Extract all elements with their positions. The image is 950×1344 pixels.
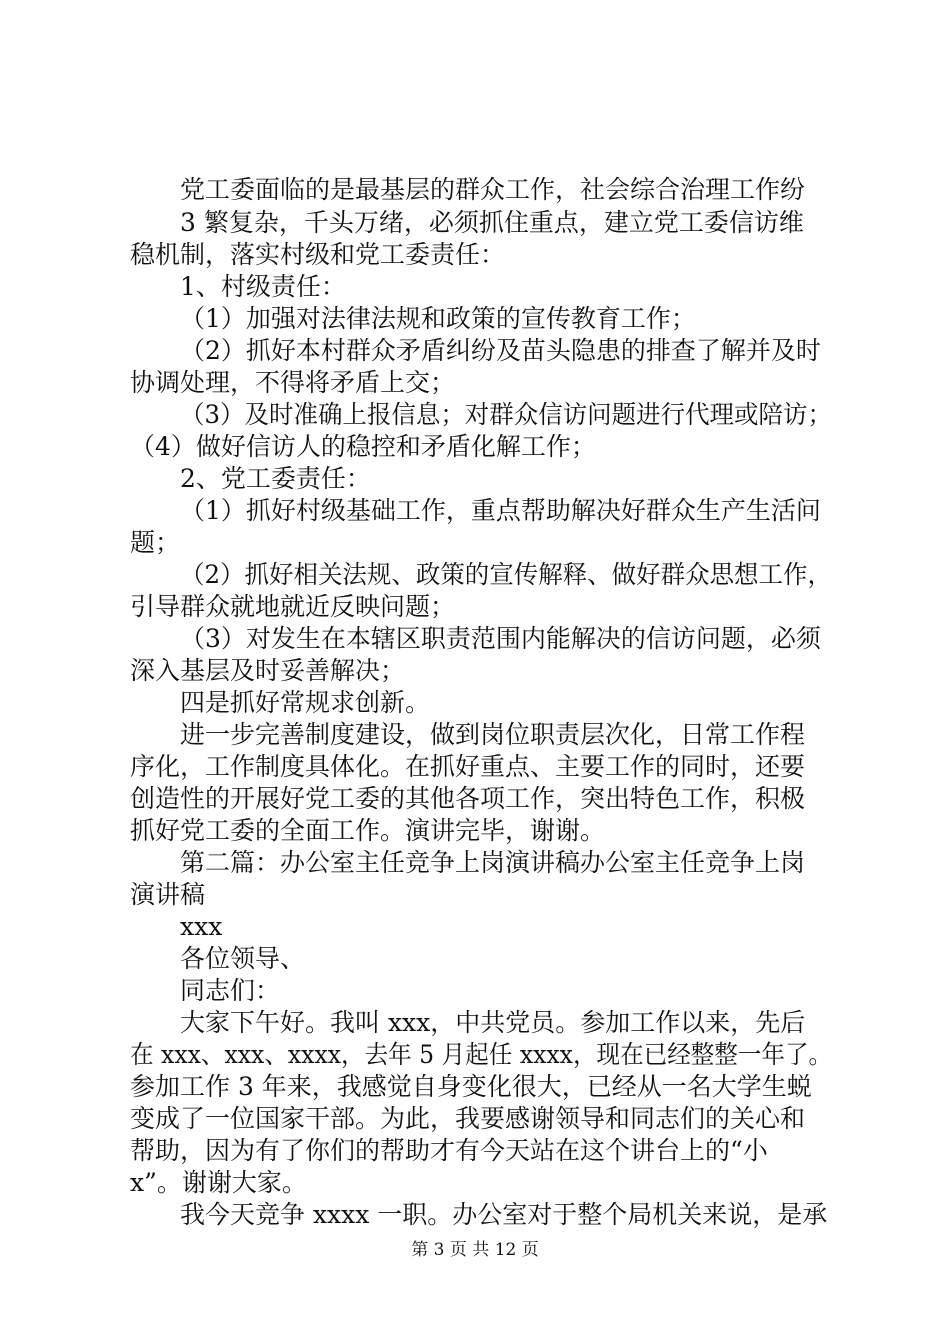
text-line: x”。谢谢大家。 (130, 1168, 307, 1197)
text-line: 序化，工作制度具体化。在抓好重点、主要工作的同时，还要 (130, 752, 806, 781)
text-line: 3 繁复杂，千头万绪，必须抓住重点，建立党工委信访维 (180, 208, 804, 237)
page-footer: 第 3 页 共 12 页 (411, 1240, 539, 1260)
text-line: 稳机制，落实村级和党工委责任： (130, 240, 506, 269)
text-line: 参加工作 3 年来，我感觉自身变化很大，已经从一名大学生蜕 (130, 1072, 812, 1101)
text-line: xxx (180, 912, 223, 941)
text-line: 2、党工委责任： (180, 464, 371, 493)
text-line: 题； (130, 528, 181, 557)
text-line: （3）及时准确上报信息；对群众信访问题进行代理或陪访； (180, 400, 832, 429)
text-line: 帮助，因为有了你们的帮助才有今天站在这个讲台上的“小 (130, 1136, 768, 1165)
text-line: 协调处理，不得将矛盾上交； (130, 368, 456, 397)
text-line: （1）抓好村级基础工作，重点帮助解决好群众生产生活问 (180, 496, 821, 525)
text-line: 进一步完善制度建设，做到岗位职责层次化，日常工作程 (180, 720, 806, 749)
text-line: （1）加强对法律法规和政策的宣传教育工作； (180, 304, 696, 333)
text-line: （2）抓好本村群众矛盾纠纷及苗头隐患的排查了解并及时 (180, 336, 821, 365)
text-line: 创造性的开展好党工委的其他各项工作，突出特色工作，积极 (130, 784, 806, 813)
text-line: 深入基层及时妥善解决； (130, 656, 406, 685)
text-line: 党工委面临的是最基层的群众工作，社会综合治理工作纷 (180, 175, 806, 204)
text-line: 四是抓好常规求创新。 (180, 688, 431, 717)
text-line: 各位领导、 (180, 944, 306, 973)
text-line: 变成了一位国家干部。为此，我要感谢领导和同志们的关心和 (130, 1104, 806, 1133)
text-line: 1、村级责任： (180, 272, 346, 301)
text-line: （4）做好信访人的稳控和矛盾化解工作； (130, 432, 596, 461)
text-line: 抓好党工委的全面工作。演讲完毕，谢谢。 (130, 816, 606, 845)
section-heading: 第二篇：办公室主任竞争上岗演讲稿办公室主任竞争上岗 (180, 848, 806, 877)
text-line: （3）对发生在本辖区职责范围内能解决的信访问题，必须 (180, 624, 821, 653)
section-heading: 演讲稿 (130, 880, 206, 909)
text-line: 我今天竞争 xxxx 一职。办公室对于整个局机关来说，是承 (180, 1200, 828, 1229)
text-line: 在 xxx、xxx、xxxx，去年 5 月起任 xxxx，现在已经整整一年了。 (130, 1040, 833, 1069)
text-line: （2）抓好相关法规、政策的宣传解释、做好群众思想工作， (180, 560, 832, 589)
text-line: 同志们： (180, 976, 281, 1005)
text-line: 大家下午好。我叫 xxx，中共党员。参加工作以来，先后 (180, 1008, 806, 1037)
text-line: 引导群众就地就近反映问题； (130, 592, 456, 621)
